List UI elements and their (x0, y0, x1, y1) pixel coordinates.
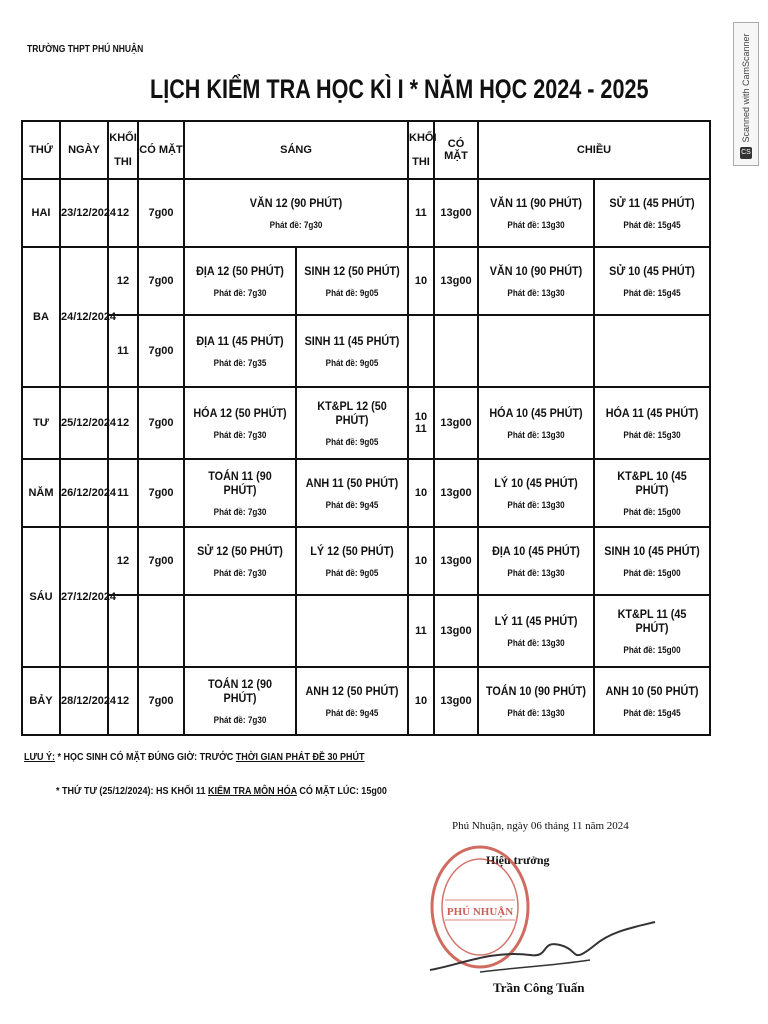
exam-time: Phát đề: 15g00 (623, 568, 681, 578)
page-title: LỊCH KIỂM TRA HỌC KÌ I * NĂM HỌC 2024 - 2025 (150, 74, 649, 104)
exam-cell (296, 459, 408, 527)
exam-subject: VĂN 12 (90 PHÚT) (249, 196, 343, 210)
exam-schedule-table (21, 120, 711, 736)
camscanner-watermark (733, 22, 759, 166)
day-cell: TƯ (22, 387, 60, 459)
empty-cell (434, 315, 478, 387)
exam-cell (184, 179, 408, 247)
grade-cell: 12 (108, 387, 138, 459)
arrival-cell: 7g00 (138, 387, 184, 459)
header-chieu: CHIỀU (478, 121, 710, 179)
signature-icon (420, 910, 670, 980)
note-text: CÓ MẶT LÚC: 15g00 (296, 786, 387, 797)
empty-cell (296, 595, 408, 667)
empty-cell (594, 315, 710, 387)
exam-cell (594, 595, 710, 667)
exam-time: Phát đề: 15g00 (623, 645, 681, 655)
exam-cell (594, 527, 710, 595)
exam-time: Phát đề: 13g30 (507, 708, 565, 718)
exam-subject: SỬ 10 (45 PHÚT) (609, 264, 695, 278)
exam-subject: TOÁN 11 (90 PHÚT) (208, 469, 272, 497)
arrival-cell: 13g00 (434, 595, 478, 667)
exam-cell (184, 527, 296, 595)
grade-cell: 11 (108, 315, 138, 387)
header-khoi-thi: KHỐI THI (108, 121, 138, 179)
exam-cell (594, 459, 710, 527)
exam-time: Phát đề: 15g30 (623, 430, 681, 440)
exam-subject: HÓA 10 (45 PHÚT) (489, 406, 583, 420)
note-arrival (24, 752, 364, 763)
grade-cell: 11 (408, 179, 434, 247)
table-row (22, 179, 710, 247)
exam-subject: SINH 12 (50 PHÚT) (304, 264, 400, 278)
exam-subject: HÓA 11 (45 PHÚT) (605, 406, 699, 420)
header-ngay: NGÀY (60, 121, 108, 179)
empty-cell (138, 595, 184, 667)
table-row (22, 527, 710, 595)
school-name: TRƯỜNG THPT PHÚ NHUẬN (27, 44, 144, 55)
arrival-cell: 7g00 (138, 667, 184, 735)
exam-subject: TOÁN 12 (90 PHÚT) (207, 677, 273, 705)
exam-time: Phát đề: 15g45 (623, 220, 681, 230)
empty-cell (478, 315, 594, 387)
date-cell: 27/12/2024 (60, 527, 108, 667)
note-text: * THỨ TƯ (25/12/2024): HS KHỐI 11 (56, 786, 208, 797)
arrival-cell: 7g00 (138, 247, 184, 315)
exam-cell (296, 667, 408, 735)
exam-time: Phát đề: 9g05 (325, 358, 379, 368)
grade-cell: 11 (408, 595, 434, 667)
stamp-text: PHÚ NHUẬN (446, 906, 514, 918)
exam-time: Phát đề: 13g30 (507, 288, 565, 298)
exam-cell (594, 247, 710, 315)
principal-title: Hiệu trưởng (486, 853, 550, 867)
table-row (22, 247, 710, 315)
date-cell: 28/12/2024 (60, 667, 108, 735)
day-cell: BA (22, 247, 60, 387)
exam-subject: VĂN 10 (90 PHÚT) (489, 264, 583, 278)
exam-cell (594, 179, 710, 247)
note-emphasis: THỜI GIAN PHÁT ĐỀ 30 PHÚT (235, 752, 365, 763)
place-date: Phú Nhuận, ngày 06 tháng 11 năm 2024 (452, 820, 629, 832)
exam-cell (478, 387, 594, 459)
table-header-row (22, 121, 710, 179)
exam-time: Phát đề: 7g30 (213, 430, 267, 440)
table-row (22, 315, 710, 387)
exam-time: Phát đề: 7g30 (213, 288, 267, 298)
exam-cell (184, 459, 296, 527)
exam-time: Phát đề: 7g30 (269, 220, 323, 230)
arrival-cell: 7g00 (138, 179, 184, 247)
note-emphasis: KIỂM TRA MÔN HÓA (207, 786, 297, 797)
table-row (22, 595, 710, 667)
exam-cell (594, 667, 710, 735)
day-cell: SÁU (22, 527, 60, 667)
grade-cell: 12 (108, 179, 138, 247)
exam-cell (478, 667, 594, 735)
exam-time: Phát đề: 13g30 (507, 500, 565, 510)
grade-cell: 10 (408, 667, 434, 735)
exam-time: Phát đề: 13g30 (507, 638, 565, 648)
header-khoi-thi-chieu: KHỐI THI (408, 121, 434, 179)
exam-subject: TOÁN 10 (90 PHÚT) (485, 684, 587, 698)
grade-cell: 12 (108, 247, 138, 315)
note-label: LƯU Ý: (24, 752, 55, 763)
arrival-cell: 13g00 (434, 179, 478, 247)
arrival-cell: 13g00 (434, 247, 478, 315)
date-cell: 25/12/2024 (60, 387, 108, 459)
principal-name: Trần Công Tuấn (493, 980, 585, 995)
exam-subject: KT&PL 12 (50 PHÚT) (317, 399, 387, 427)
arrival-cell: 13g00 (434, 387, 478, 459)
grade-cell: 10 (408, 527, 434, 595)
exam-cell (478, 179, 594, 247)
exam-subject: LÝ 10 (45 PHÚT) (494, 476, 578, 490)
empty-cell (184, 595, 296, 667)
date-cell: 24/12/2024 (60, 247, 108, 387)
exam-subject: SỬ 12 (50 PHÚT) (197, 544, 283, 558)
empty-cell (108, 595, 138, 667)
exam-cell (478, 527, 594, 595)
exam-subject: KT&PL 11 (45 PHÚT) (617, 607, 687, 635)
camscanner-label: Scanned with CamScanner (741, 33, 751, 143)
arrival-cell: 7g00 (138, 459, 184, 527)
exam-time: Phát đề: 15g00 (623, 507, 681, 517)
exam-subject: LÝ 11 (45 PHÚT) (494, 614, 578, 628)
grade-cell: 11 (108, 459, 138, 527)
grade-cell: 12 (108, 667, 138, 735)
exam-time: Phát đề: 15g45 (623, 708, 681, 718)
header-thu: THỨ (22, 121, 60, 179)
grade-cell: 10 (408, 247, 434, 315)
exam-cell (296, 387, 408, 459)
header-co-mat: CÓ MẶT (138, 121, 184, 179)
day-cell: NĂM (22, 459, 60, 527)
note-wednesday (56, 786, 387, 797)
day-cell: HAI (22, 179, 60, 247)
exam-subject: ANH 10 (50 PHÚT) (605, 684, 699, 698)
exam-subject: ĐỊA 11 (45 PHÚT) (196, 334, 284, 348)
exam-cell (478, 595, 594, 667)
exam-time: Phát đề: 9g05 (325, 437, 379, 447)
arrival-cell: 13g00 (434, 527, 478, 595)
exam-time: Phát đề: 7g30 (213, 715, 267, 725)
table-row (22, 459, 710, 527)
exam-cell (296, 315, 408, 387)
header-co-mat-chieu: CÓ MẶT (434, 121, 478, 179)
exam-time: Phát đề: 7g30 (213, 507, 267, 517)
exam-time: Phát đề: 15g45 (623, 288, 681, 298)
grade-cell: 10 11 (408, 387, 434, 459)
exam-subject: SỬ 11 (45 PHÚT) (609, 196, 695, 210)
arrival-cell: 7g00 (138, 315, 184, 387)
exam-subject: KT&PL 10 (45 PHÚT) (617, 469, 687, 497)
date-cell: 23/12/2024 (60, 179, 108, 247)
exam-time: Phát đề: 13g30 (507, 220, 565, 230)
exam-time: Phát đề: 7g35 (213, 358, 267, 368)
header-sang: SÁNG (184, 121, 408, 179)
note-text: * HỌC SINH CÓ MẶT ĐÚNG GIỜ: TRƯỚC (54, 752, 236, 763)
exam-subject: SINH 10 (45 PHÚT) (604, 544, 700, 558)
exam-cell (478, 247, 594, 315)
exam-subject: ĐỊA 12 (50 PHÚT) (196, 264, 284, 278)
exam-subject: ĐỊA 10 (45 PHÚT) (492, 544, 580, 558)
table-row (22, 667, 710, 735)
exam-subject: LÝ 12 (50 PHÚT) (310, 544, 394, 558)
exam-cell (184, 247, 296, 315)
empty-cell (408, 315, 434, 387)
exam-time: Phát đề: 9g45 (325, 500, 379, 510)
exam-cell (594, 387, 710, 459)
exam-time: Phát đề: 13g30 (507, 568, 565, 578)
exam-cell (478, 459, 594, 527)
exam-cell (184, 387, 296, 459)
exam-cell (296, 527, 408, 595)
table-row (22, 387, 710, 459)
date-cell: 26/12/2024 (60, 459, 108, 527)
arrival-cell: 13g00 (434, 667, 478, 735)
exam-time: Phát đề: 9g05 (325, 568, 379, 578)
exam-time: Phát đề: 9g05 (325, 288, 379, 298)
exam-subject: ANH 11 (50 PHÚT) (305, 476, 399, 490)
exam-cell (296, 247, 408, 315)
grade-cell: 12 (108, 527, 138, 595)
grade-cell: 10 (408, 459, 434, 527)
exam-time: Phát đề: 7g30 (213, 568, 267, 578)
arrival-cell: 7g00 (138, 527, 184, 595)
exam-subject: SINH 11 (45 PHÚT) (304, 334, 400, 348)
arrival-cell: 13g00 (434, 459, 478, 527)
exam-subject: HÓA 12 (50 PHÚT) (193, 406, 287, 420)
camscanner-logo-icon: CS (740, 147, 752, 159)
exam-subject: ANH 12 (50 PHÚT) (305, 684, 399, 698)
day-cell: BẢY (22, 667, 60, 735)
exam-subject: VĂN 11 (90 PHÚT) (490, 196, 582, 210)
exam-cell (184, 315, 296, 387)
exam-time: Phát đề: 13g30 (507, 430, 565, 440)
exam-time: Phát đề: 9g45 (325, 708, 379, 718)
exam-cell (184, 667, 296, 735)
